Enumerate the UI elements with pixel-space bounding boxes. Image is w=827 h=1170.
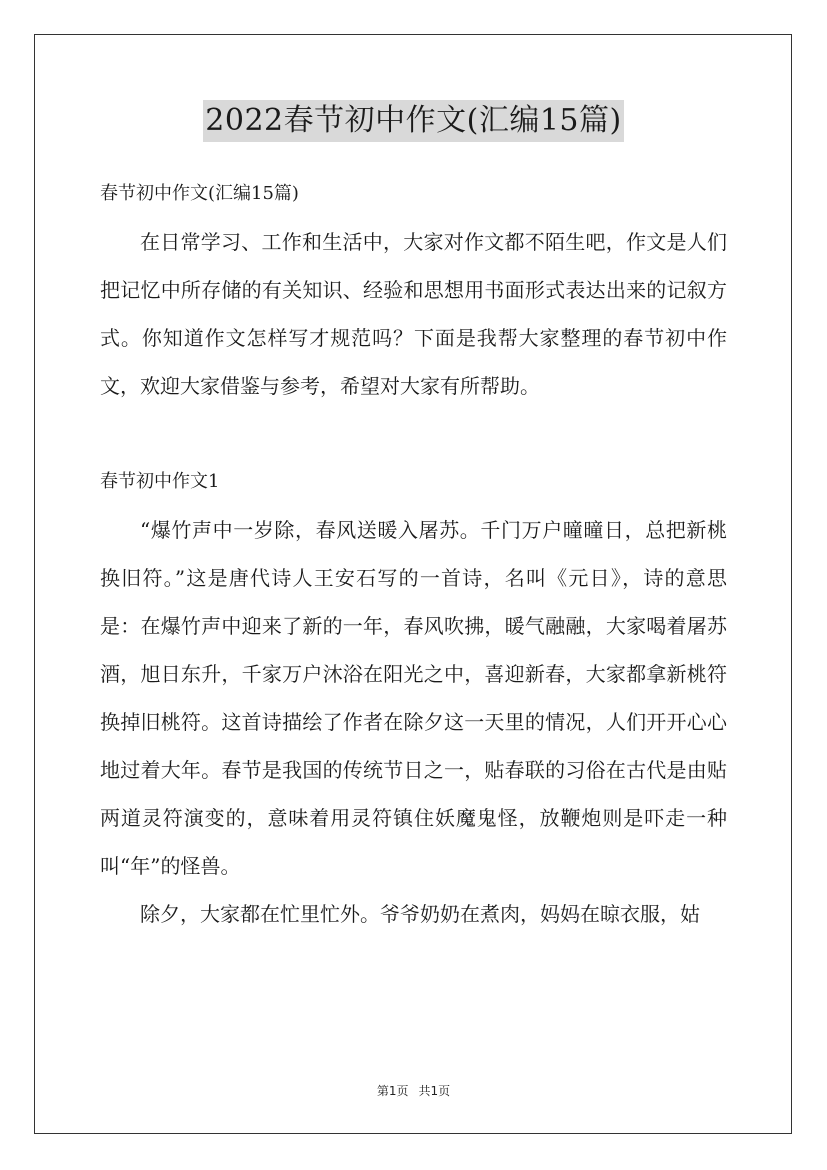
document-subtitle: 春节初中作文(汇编15篇) bbox=[100, 183, 299, 204]
title-container bbox=[0, 100, 827, 142]
body-paragraph: “爆竹声中一岁除，春风送暖入屠苏。千门万户曈曈日，总把新桃换旧符。”这是唐代诗人王安石写的一首诗，名叫《元日》，诗的意思是：在爆竹声中迎来了新的一年，春风吹拂，暖气融融，大家喝着屠苏酒，旭日东升，千家万户沐浴在阳光之中，喜迎新春，大家都拿新桃符换掉旧桃符。这首诗描绘了作者在除夕这一天里的情况，人们开开心心地过着大年。春节是我国的传统节日之一，贴春联的习俗在古代是由贴两道灵符演变的，意味着用灵符镇住妖魔鬼怪，放鞭炮则是吓走一种叫“年”的怪兽。 bbox=[100, 518, 727, 878]
page-footer bbox=[0, 1083, 827, 1099]
body-paragraph: 除夕，大家都在忙里忙外。爷爷奶奶在煮肉，妈妈在晾衣服，姑 bbox=[140, 902, 700, 926]
page-total: 共1页 bbox=[418, 1084, 451, 1098]
section-heading: 春节初中作文1 bbox=[100, 471, 220, 492]
page-number: 第1页 bbox=[376, 1084, 409, 1098]
document-title: 2022春节初中作文(汇编15篇) bbox=[203, 100, 623, 142]
intro-paragraph: 在日常学习、工作和生活中，大家对作文都不陌生吧，作文是人们把记忆中所存储的有关知识、经验和思想用书面形式表达出来的记叙方式。你知道作文怎样写才规范吗？下面是我帮大家整理的春节初中作文，欢迎大家借鉴与参考，希望对大家有所帮助。 bbox=[100, 230, 727, 398]
paragraph-spacer bbox=[100, 410, 727, 458]
document-body bbox=[100, 170, 727, 938]
